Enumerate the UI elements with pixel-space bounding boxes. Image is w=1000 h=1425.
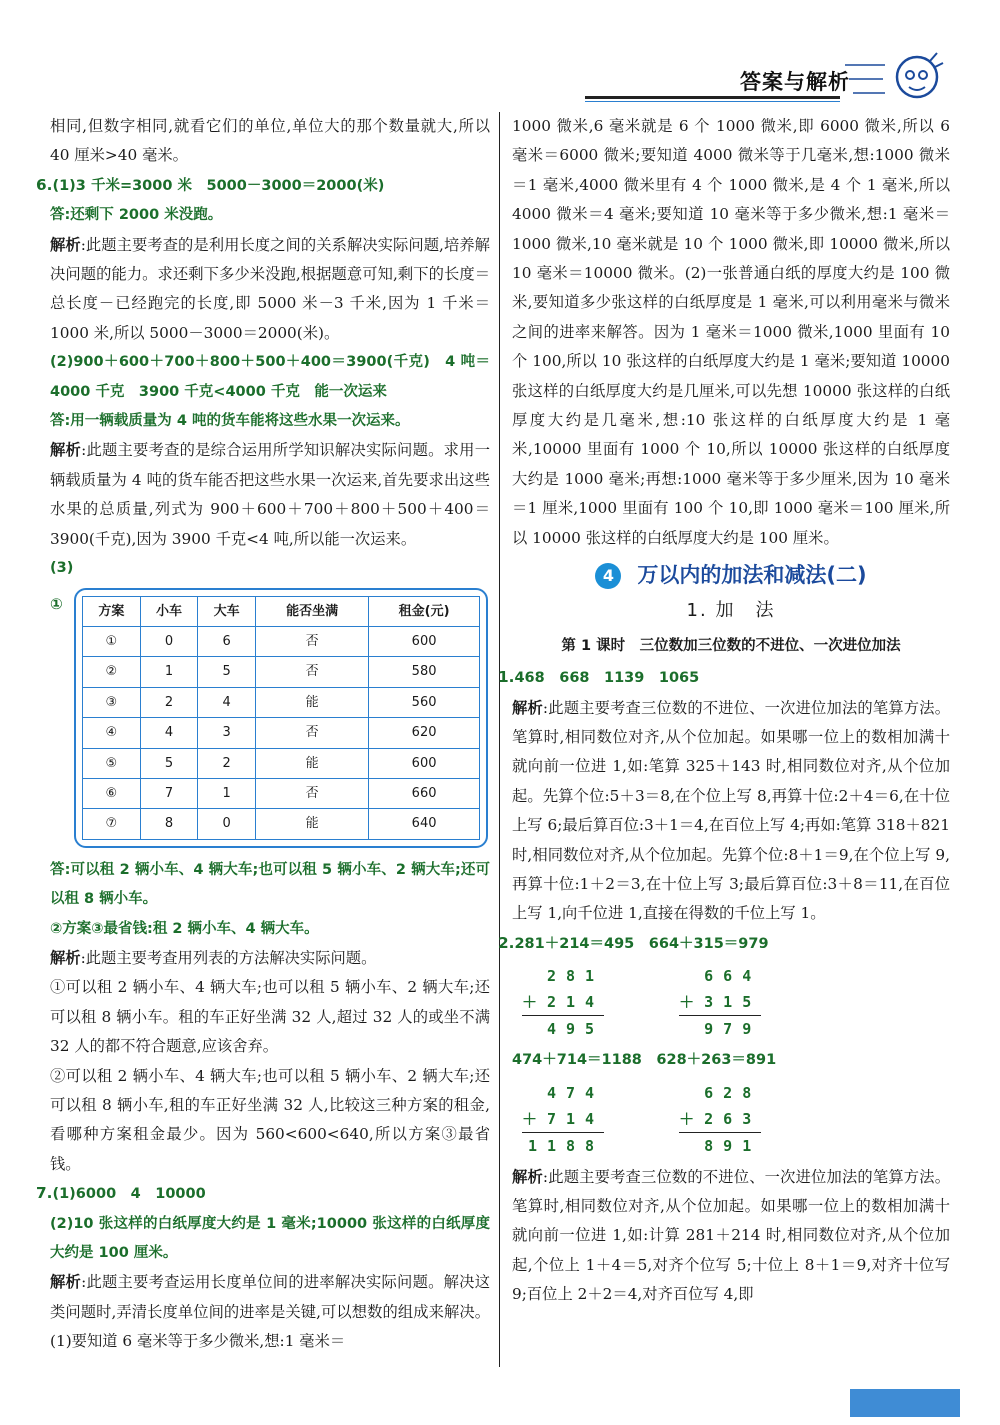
- q6-3-label: (3): [50, 560, 74, 577]
- cell: 否: [256, 626, 369, 656]
- vertical-calcs-2: [522, 1080, 950, 1159]
- page-corner-tab: [850, 1389, 960, 1417]
- header-rule: [585, 96, 840, 99]
- explanation-text: :此题主要考查的是综合运用所学知识解决实际问题。求用一辆载质量为 4 吨的货车能否把这些水果一次运来,首先要求出这些水果的总质量,列式为 900＋600＋700＋800＋500＋400＝3900(千克),因为 3900 千克<4 吨,所以能一次运来。: [50, 441, 490, 548]
- cell: 能: [256, 687, 369, 717]
- cell: 0: [198, 809, 256, 839]
- sub-heading: 1. 加 法: [686, 600, 776, 622]
- explanation-text: :此题主要考查三位数的不进位、一次进位加法的笔算方法。笔算时,相同数位对齐,从个位加起。如果哪一位上的数相加满十就向前一位进 1,如:笔算 325＋143 时,相同数位对齐,从个位加起。先算个位:5＋3＝8,在个位上写 8,再算十位:2＋4＝6,在十位上写 6;最后算百位:3＋1＝4,在百位上写 4;再如:笔算 318＋821 时,相同数位对齐,从个位加起。先算个位:8＋1＝9,在个位上写 9,再算十位:1＋2＝3,在十位上写 3;最后算百位:3＋8＝11,在百位上写 1,向千位进 1,直接在得数的千位上写 1。: [512, 698, 950, 923]
- explanation-label: 解析: [512, 698, 543, 717]
- sum: 495: [522, 1015, 604, 1042]
- cell: 4: [140, 718, 198, 748]
- q2-number: 2.: [498, 933, 515, 952]
- cell: 7: [140, 778, 198, 808]
- q7-explanation-cont: 1000 微米,6 毫米就是 6 个 1000 微米,即 6000 微米,所以 6 毫米＝6000 微米;要知道 4000 微米等于几毫米,想:1000 微米＝1 毫米,4000 微米里有 4 个 1000 微米,是 4 个 1 毫米,所以 4000 微米＝4 毫米;要知道 10 毫米等于多少微米,想:1 毫米＝1000 微米,10 毫米就是 10 个 1000 微米,即 10000 微米,所以 10 毫米＝10000 微米。(2)一张普通白纸的厚度大约是 100 微米,要知道多少张这样的白纸厚度是 1 毫米,可以利用毫米与微米之间的进率来解答。因为 1 毫米＝1000 微米,1000 里面有 10 个 100,所以 10 张这样的白纸厚度大约是 1 毫米;要知道 10000 张这样的白纸厚度大约是几厘米,可以先想 10000 张这样的白纸厚度大约是几毫米,想:10 张这样的白纸厚度大约是 1 毫米,10000 里面有 1000 个 10,所以 10000 张这样的白纸厚度大约是 1000 毫米;再想:1000 毫米等于多少厘米,因为 10 毫米＝1 厘米,1000 里面有 100 个 10,即 1000 毫米＝100 厘米,所以 10000 张这样的白纸厚度大约是 100 厘米。: [512, 117, 950, 547]
- cell: 1: [198, 778, 256, 808]
- q7-explanation: [50, 1268, 490, 1356]
- q6-part1: [36, 171, 490, 201]
- addend: 628: [704, 1083, 762, 1102]
- header-plan: 方案: [83, 596, 141, 626]
- explanation-text: :此题主要考查的是利用长度之间的关系解决实际问题,培养解决问题的能力。求还剩下多少米没跑,根据题意可知,剩下的长度＝总长度－已经跑完的长度,即 5000 米－3 千米,因为 1 千米＝1000 米,所以 5000－3000＝2000(米)。: [50, 235, 490, 342]
- q7-1-answer: (1)6000 4 10000: [52, 1186, 206, 1203]
- cell: ②: [83, 657, 141, 687]
- cell: 否: [256, 778, 369, 808]
- table-header-row: [83, 596, 480, 626]
- cell: 580: [369, 657, 480, 687]
- addend: 664: [704, 967, 762, 986]
- cell: 能: [256, 748, 369, 778]
- cell: 5: [140, 748, 198, 778]
- explanation-label: 解析: [512, 1167, 543, 1186]
- cell: 能: [256, 809, 369, 839]
- table-row: [83, 748, 480, 778]
- q6-2-conclusion: 答:用一辆载质量为 4 吨的货车能将这些水果一次运来。: [50, 413, 410, 430]
- vertical-calcs-1: [522, 963, 950, 1042]
- q1-explanation: [512, 694, 950, 929]
- q2-explanation: [512, 1163, 950, 1310]
- header-small-car: 小车: [140, 596, 198, 626]
- cell: 6: [198, 626, 256, 656]
- table-row: [83, 778, 480, 808]
- explanation-text: :此题主要考查用列表的方法解决实际问题。: [80, 948, 377, 967]
- cell: 600: [369, 748, 480, 778]
- left-column: [36, 112, 490, 1357]
- q6-1-answer: (1)3 千米=3000 米 5000－3000＝2000(米): [52, 177, 385, 194]
- q6-3-explanation-2: ②可以租 2 辆小车、4 辆大车;也可以租 5 辆小车、2 辆大车;还可以租 8 辆小车,租的车正好坐满 32 人,比较这三种方案的租金,看哪种方案租金最少。因为 560<600<640,所以方案③最省钱。: [50, 1066, 490, 1173]
- cell: 5: [198, 657, 256, 687]
- q2-equations-1: 281＋214＝495 664＋315＝979: [514, 935, 769, 952]
- section-heading: [512, 559, 950, 591]
- cell: 660: [369, 778, 480, 808]
- cell: 1: [140, 657, 198, 687]
- cell: 3: [198, 718, 256, 748]
- header-big-car: 大车: [198, 596, 256, 626]
- addend: ＋714: [522, 1109, 605, 1128]
- q6-3-explanation: [50, 944, 490, 973]
- cell: 2: [140, 687, 198, 717]
- cell: ④: [83, 718, 141, 748]
- table-row: [83, 626, 480, 656]
- vertical-calc: [522, 1080, 604, 1159]
- sum: 1188: [522, 1132, 604, 1159]
- q1-number: 1.: [498, 668, 515, 687]
- cell: 8: [140, 809, 198, 839]
- explanation-label: 解析: [50, 948, 81, 967]
- cell: ①: [83, 626, 141, 656]
- vertical-calc: [679, 963, 761, 1042]
- q6-3-conclusion-2: ②方案③最省钱:租 2 辆小车、4 辆大车。: [50, 920, 319, 937]
- table-marker: ①: [50, 594, 63, 613]
- sum: 979: [679, 1015, 761, 1042]
- q7-2-answer: (2)10 张这样的白纸厚度大约是 1 毫米;10000 张这样的白纸厚度大约是 100 厘米。: [50, 1215, 490, 1262]
- cell: 4: [198, 687, 256, 717]
- q6-1-conclusion: 答:还剩下 2000 米没跑。: [50, 207, 223, 224]
- vertical-calc: [679, 1080, 761, 1159]
- right-column: [498, 112, 950, 1310]
- header-rule-accent: [585, 101, 840, 102]
- continued-text: 相同,但数字相同,就看它们的单位,单位大的那个数量就大,所以 40 厘米>40 毫米。: [50, 117, 490, 165]
- mascot-logo-icon: [835, 45, 945, 110]
- addend: ＋214: [522, 993, 605, 1012]
- addend: 474: [547, 1083, 605, 1102]
- section-title: 万以内的加法和减法(二): [637, 563, 867, 588]
- q2-equations-2: 474＋714＝1188 628＋263＝891: [512, 1052, 777, 1069]
- q6-number: 6.: [36, 175, 53, 194]
- plan-table: [82, 596, 480, 840]
- q1-answer: [498, 663, 950, 693]
- header-rent: 租金(元): [369, 596, 480, 626]
- q7-part1: [36, 1179, 490, 1209]
- lesson-title: 第 1 课时 三位数加三位数的不进位、一次进位加法: [561, 638, 901, 655]
- explanation-label: 解析: [50, 441, 82, 460]
- explanation-text: :此题主要考查三位数的不进位、一次进位加法的笔算方法。笔算时,相同数位对齐,从个位加起。如果哪一位上的数相加满十就向前一位进 1,如:计算 281＋214 时,相同数位对齐,从个位加起,个位上 1＋4＝5,对齐个位写 5;十位上 8＋1＝9,对齐十位写 9;百位上 2＋2＝4,对齐百位写 4,即: [512, 1167, 950, 1304]
- cell: 600: [369, 626, 480, 656]
- addend: ＋263: [679, 1109, 762, 1128]
- vertical-calc: [522, 963, 604, 1042]
- addend: 281: [547, 967, 605, 986]
- q6-2-answer: (2)900＋600＋700＋800＋500＋400＝3900(千克) 4 吨＝4000 千克 3900 千克<4000 千克 能一次运来: [50, 354, 490, 400]
- cell: 2: [198, 748, 256, 778]
- header-full: 能否坐满: [256, 596, 369, 626]
- explanation-text: :此题主要考查运用长度单位间的进率解决实际问题。解决这类问题时,弄清长度单位间的进率是关键,可以想数的组成来解决。(1)要知道 6 毫米等于多少微米,想:1 毫米＝: [50, 1273, 490, 1351]
- header-title: 答案与解析: [740, 70, 850, 94]
- cell: ⑤: [83, 748, 141, 778]
- q2-line1: [498, 929, 950, 959]
- table-row: [83, 718, 480, 748]
- cell: 0: [140, 626, 198, 656]
- section-number-badge: 4: [595, 563, 621, 589]
- table-row: [83, 687, 480, 717]
- q7-number: 7.: [36, 1184, 53, 1203]
- column-divider: [499, 112, 500, 1367]
- q6-2-explanation: [50, 436, 490, 554]
- sum: 891: [679, 1132, 761, 1159]
- explanation-label: 解析: [50, 235, 81, 254]
- cell: 否: [256, 657, 369, 687]
- q6-3-explanation-1: ①可以租 2 辆小车、4 辆大车;也可以租 5 辆小车、2 辆大车;还可以租 8 辆小车。租的车正好坐满 32 人,超过 32 人的或坐不满 32 人的都不符合题意,应该舍弃。: [50, 978, 490, 1056]
- cell: 否: [256, 718, 369, 748]
- q6-3-conclusion: 答:可以租 2 辆小车、4 辆大车;也可以租 5 辆小车、2 辆大车;还可以租 8 辆小车。: [50, 861, 490, 908]
- table-row: [83, 657, 480, 687]
- cell: ③: [83, 687, 141, 717]
- cell: ⑥: [83, 778, 141, 808]
- rental-plan-table: [50, 588, 488, 848]
- addend: ＋315: [679, 993, 762, 1012]
- q1-values: 468 668 1139 1065: [514, 670, 700, 687]
- cell: ⑦: [83, 809, 141, 839]
- cell: 640: [369, 809, 480, 839]
- cell: 620: [369, 718, 480, 748]
- q6-1-explanation: [50, 231, 490, 349]
- page-header: [0, 0, 1000, 112]
- cell: 560: [369, 687, 480, 717]
- explanation-label: 解析: [50, 1273, 82, 1292]
- table-row: [83, 809, 480, 839]
